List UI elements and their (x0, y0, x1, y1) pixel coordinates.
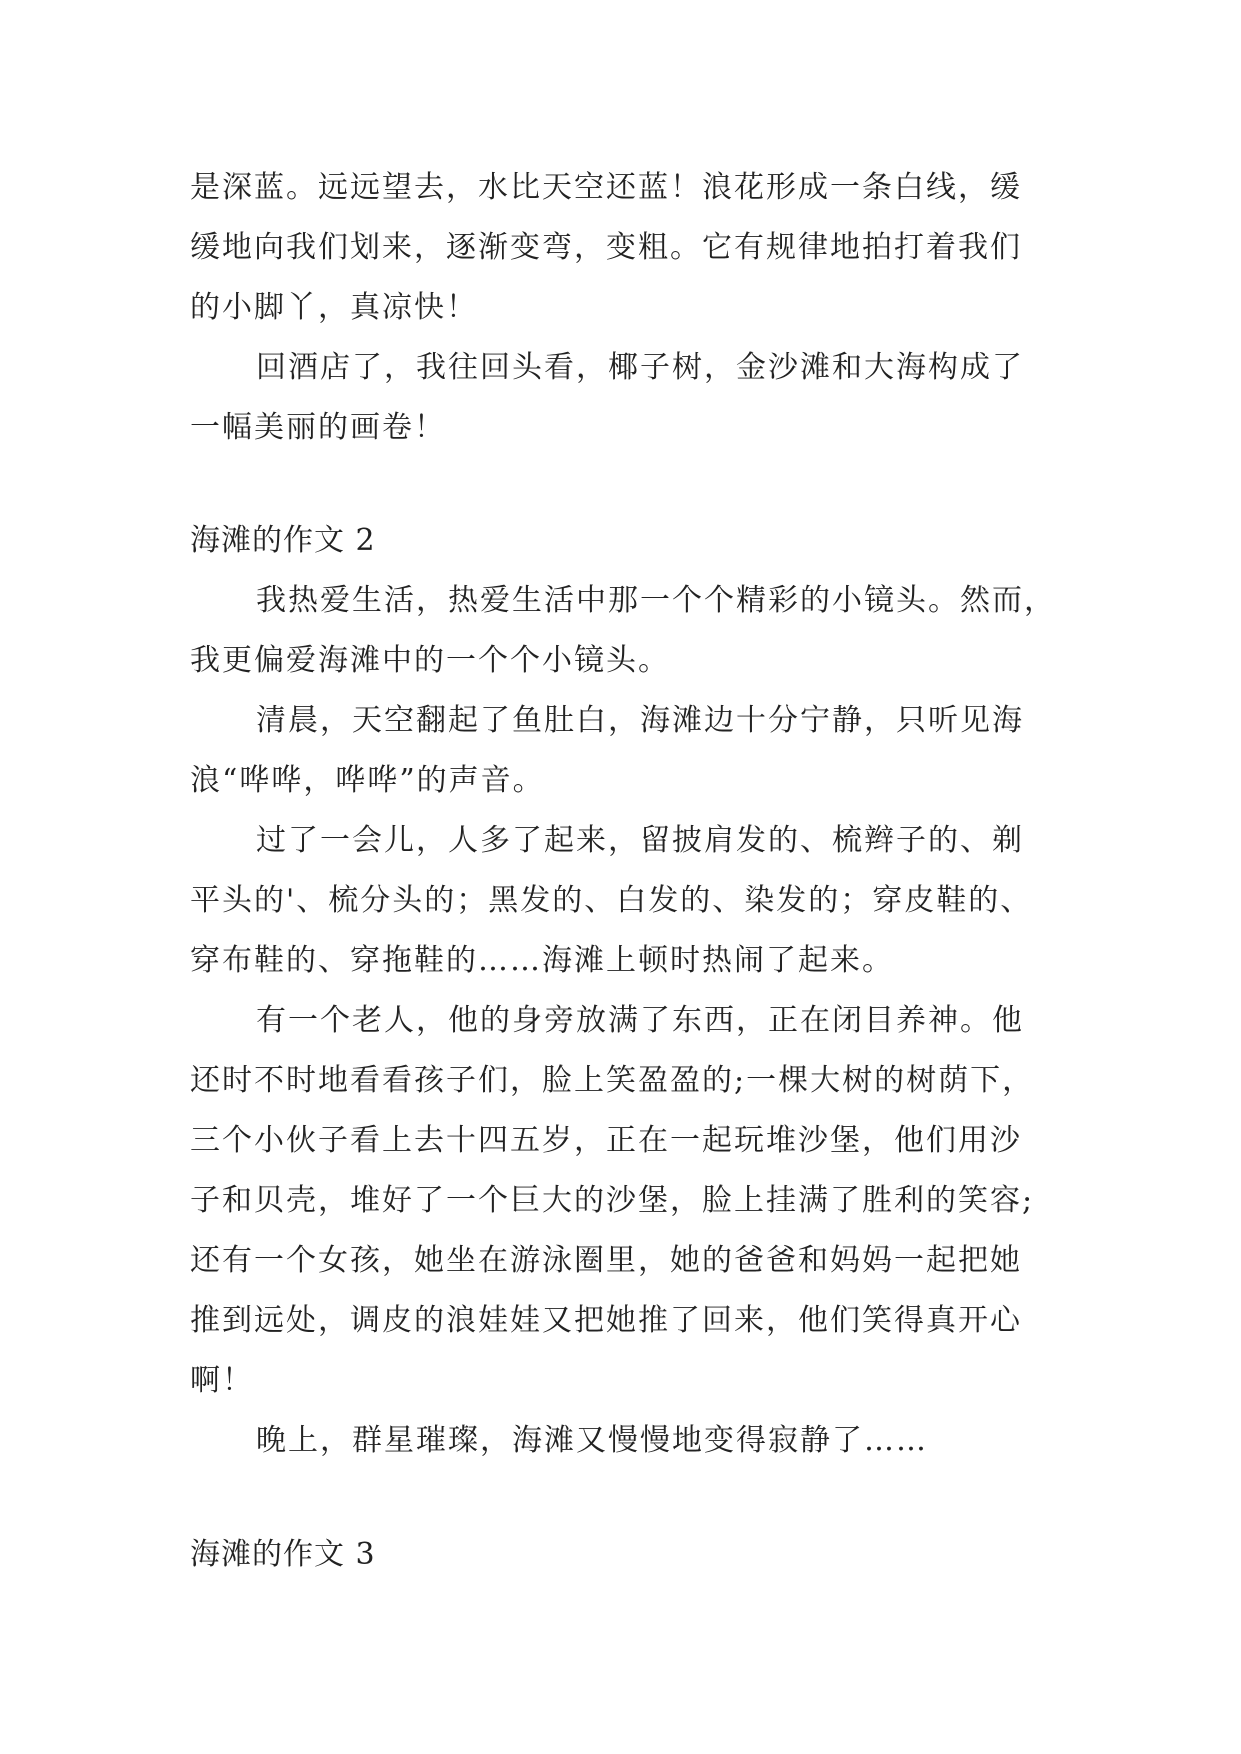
essay-title: 海滩的作文 3 (190, 1537, 376, 1572)
paragraph-line: 平头的'、梳分头的；黑发的、白发的、染发的；穿皮鞋的、 (190, 883, 1033, 918)
paragraph-line: 子和贝壳，堆好了一个巨大的沙堡，脸上挂满了胜利的笑容; (190, 1183, 1035, 1218)
paragraph-line: 浪“哗哗，哗哗”的声音。 (190, 763, 545, 798)
paragraph-line: 三个小伙子看上去十四五岁，正在一起玩堆沙堡，他们用沙 (190, 1123, 1022, 1158)
paragraph-line: 推到远处，调皮的浪娃娃又把她推了回来，他们笑得真开心 (190, 1303, 1022, 1338)
paragraph-line: 还时不时地看看孩子们，脸上笑盈盈的;一棵大树的树荫下， (190, 1063, 1035, 1098)
paragraph-line: 过了一会儿，人多了起来，留披肩发的、梳辫子的、剃 (256, 823, 1024, 858)
paragraph-line: 穿布鞋的、穿拖鞋的……海滩上顿时热闹了起来。 (190, 943, 894, 978)
paragraph-line: 还有一个女孩，她坐在游泳圈里，她的爸爸和妈妈一起把她 (190, 1243, 1022, 1278)
paragraph-line: 是深蓝。远远望去，水比天空还蓝！浪花形成一条白线，缓 (190, 170, 1022, 205)
paragraph-line: 回酒店了，我往回头看，椰子树，金沙滩和大海构成了 (256, 350, 1024, 385)
paragraph-line: 一幅美丽的画卷！ (190, 410, 446, 445)
paragraph-line: 缓地向我们划来，逐渐变弯，变粗。它有规律地拍打着我们 (190, 230, 1022, 265)
paragraph-line: 我热爱生活，热爱生活中那一个个精彩的小镜头。然而， (256, 583, 1056, 618)
paragraph-line: 啊！ (190, 1363, 254, 1398)
paragraph-line: 的小脚丫，真凉快！ (190, 290, 478, 325)
paragraph-line: 我更偏爱海滩中的一个个小镜头。 (190, 643, 670, 678)
essay-title: 海滩的作文 2 (190, 523, 376, 558)
paragraph-line: 晚上，群星璀璨，海滩又慢慢地变得寂静了…… (256, 1423, 928, 1458)
paragraph-line: 清晨，天空翻起了鱼肚白，海滩边十分宁静，只听见海 (256, 703, 1024, 738)
paragraph-line: 有一个老人，他的身旁放满了东西，正在闭目养神。他 (256, 1003, 1024, 1038)
